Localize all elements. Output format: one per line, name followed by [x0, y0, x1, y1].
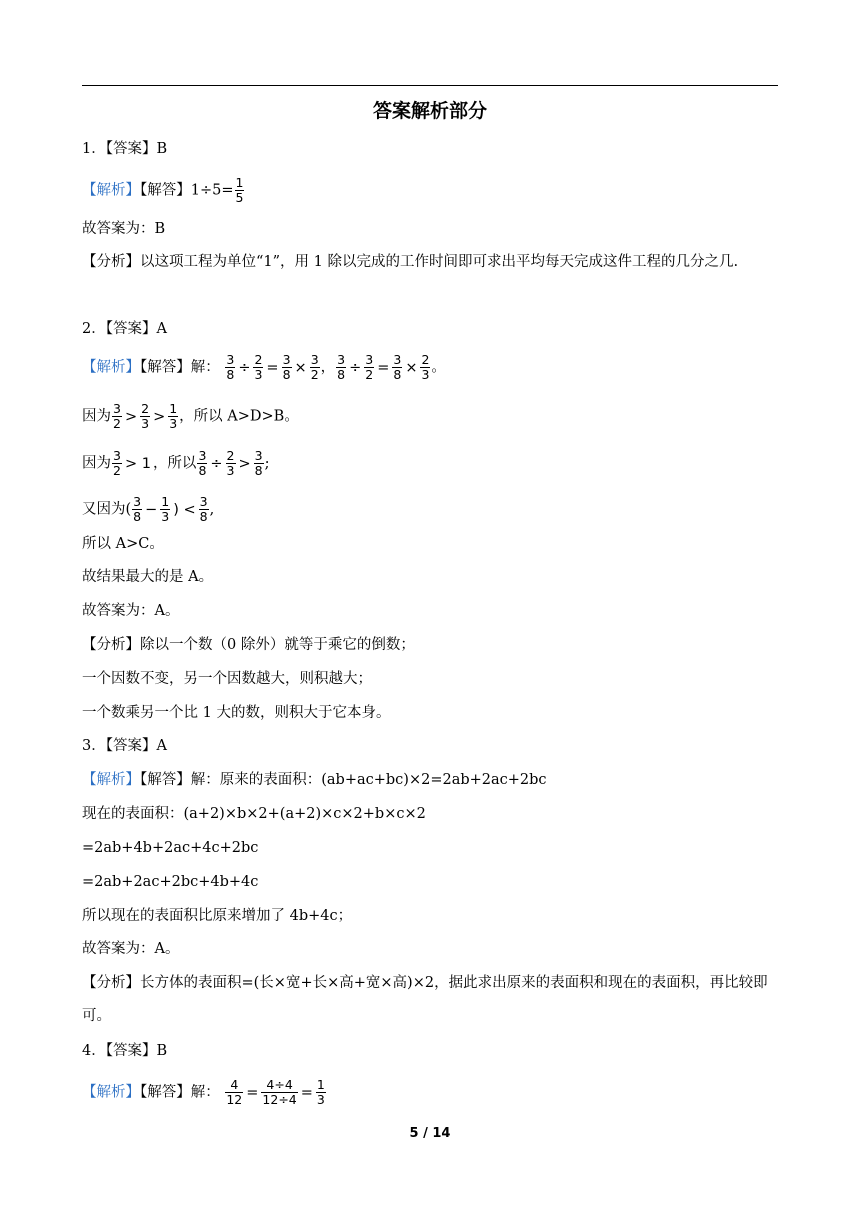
q4-answer-value: B	[156, 1043, 168, 1059]
fraction: $\frac{3}{2}$	[365, 352, 374, 382]
q3-line3: =2ab+4b+2ac+4c+2bc	[82, 840, 259, 856]
q1-fenxi-tag: 【分析】	[82, 254, 140, 270]
q2-answer-label: 2．【答案】	[82, 321, 157, 337]
q3-jiexi-tag: 【解析】	[82, 772, 140, 788]
q2-line6: 故结果最大的是 A。	[82, 569, 214, 585]
q1-jiexi-tag: 【解析】	[82, 182, 140, 199]
q2-solution-line2: 因为 $\frac{3}{2}$ > $\frac{2}{3}$ > $\frac{1}{3}$ ，所以 A>D>B。	[82, 401, 299, 431]
q1-answer-label: 1．【答案】	[82, 141, 157, 157]
header-rule	[82, 85, 778, 86]
q3-analysis	[82, 967, 778, 1033]
q1-conclusion: 故答案为：B	[82, 221, 166, 237]
fraction: $\frac{1}{3}$	[169, 401, 178, 431]
fraction: $\frac{3}{2}$	[113, 448, 121, 478]
q1-fenxi-text: 以这项工程为单位“1”，用 1 除以完成的工作时间即可求出平均每天完成这件工程的几分之几.	[140, 254, 739, 270]
fraction: $\frac{4}{12}$	[226, 1077, 243, 1107]
fraction: $\frac{2}{3}$	[421, 352, 430, 382]
fraction: $\frac{3}{8}$	[393, 352, 402, 382]
q1-expression: 1÷5=	[190, 182, 234, 199]
q2-line5: 所以 A>C。	[82, 536, 164, 552]
fraction: $\frac{3}{2}$	[310, 352, 319, 382]
q4-jiexi-tag: 【解析】	[82, 1084, 140, 1101]
fraction: $\frac{3}{8}$	[282, 352, 291, 382]
q1-jieda-tag: 【解答】	[140, 182, 191, 199]
q2-jiexi-tag: 【解析】	[82, 359, 140, 376]
q3-line4: =2ab+2ac+2bc+4b+4c	[82, 874, 259, 890]
q4-answer-label: 4．【答案】	[82, 1043, 157, 1059]
q2-analysis-line2: 一个因数不变，另一个因数越大，则积越大；	[82, 671, 372, 687]
q4-jieda-tag: 【解答】	[140, 1084, 191, 1101]
q3-line2: 现在的表面积：(a+2)×b×2+(a+2)×c×2+b×c×2	[82, 806, 426, 822]
fraction: $\frac{2}{3}$	[141, 401, 150, 431]
page-title: 答案解析部分	[372, 100, 487, 122]
q1-answer-line	[82, 139, 167, 159]
fraction: $\frac{2}{3}$	[226, 448, 235, 478]
q3-jieda-tag: 【解答】	[140, 772, 191, 788]
q4-solution-line: 【解析】【解答】解： $\frac{4}{12}$ = $\frac{4\div 4}{12\div 4}$ = $\frac{1}{3}$	[82, 1077, 325, 1107]
fraction: $\frac{3}{8}$	[337, 352, 346, 382]
q2-analysis: 【分析】除以一个数（0 除外）就等于乘它的倒数；	[82, 637, 415, 653]
q3-answer-label: 3．【答案】	[82, 738, 157, 754]
q3-solution-line1: 【解析】【解答】解：原来的表面积：(ab+ac+bc)×2=2ab+2ac+2bc	[82, 772, 547, 788]
q1-answer-value: B	[156, 141, 168, 157]
q3-answer-line	[82, 736, 167, 756]
q3-line5: 所以现在的表面积比原来增加了 4b+4c；	[82, 908, 353, 924]
q1-fraction: $\frac{1}{5}$	[235, 175, 244, 205]
q3-line6: 故答案为：A。	[82, 941, 180, 957]
q2-jieda-tag: 【解答】	[140, 359, 191, 376]
q3-answer-value: A	[156, 738, 167, 754]
fraction: $\frac{1}{3}$	[316, 1077, 325, 1107]
q1-analysis	[82, 246, 778, 279]
fraction: $\frac{1}{3}$	[161, 494, 170, 524]
q2-analysis-line3: 一个数乘另一个比 1 大的数，则积大于它本身。	[82, 705, 391, 721]
fraction: $\frac{4\div 4}{12\div 4}$	[262, 1077, 297, 1107]
q2-answer-line	[82, 319, 167, 339]
q4-answer-line	[82, 1041, 167, 1061]
fraction: $\frac{3}{8}$	[254, 448, 263, 478]
q2-solution-line3: 因为 $\frac{3}{2}$ > 1 ，所以 $\frac{3}{8}$ ÷ $\frac{2}{3}$ > $\frac{3}{8}$ ;	[82, 448, 270, 478]
fraction: $\frac{2}{3}$	[254, 352, 263, 382]
fraction: $\frac{3}{8}$	[226, 352, 235, 382]
fraction: $\frac{3}{8}$	[198, 448, 207, 478]
q2-solution-line1: 【解析】【解答】解： $\frac{3}{8}$ ÷ $\frac{2}{3}$ = $\frac{3}{8}$ × $\frac{3}{2}$ ， $\frac{3}{8}$ ÷ $\frac{3}{2}$ = $\frac{3}{8}$ × $\frac{2}{3}$ 。	[82, 352, 446, 382]
fraction: $\frac{3}{8}$	[199, 494, 208, 524]
q3-fenxi-tag: 【分析】	[82, 975, 140, 991]
q2-answer-value: A	[156, 321, 167, 337]
q1-solution-line	[82, 176, 245, 205]
fraction: $\frac{3}{8}$	[133, 494, 142, 524]
q2-line7: 故答案为：A。	[82, 603, 180, 619]
q3-fenxi-text: 长方体的表面积=(长×宽+长×高+宽×高)×2，据此求出原来的表面积和现在的表面积，再比较即可。	[82, 975, 768, 1024]
page-number: 5 / 14	[409, 1126, 451, 1141]
q2-solution-line4: 又因为( $\frac{3}{8}$ − $\frac{1}{3}$ ) < $\frac{3}{8}$ ,	[82, 494, 215, 524]
fraction: $\frac{3}{2}$	[113, 401, 121, 431]
q2-fenxi-tag: 【分析】	[82, 637, 140, 653]
